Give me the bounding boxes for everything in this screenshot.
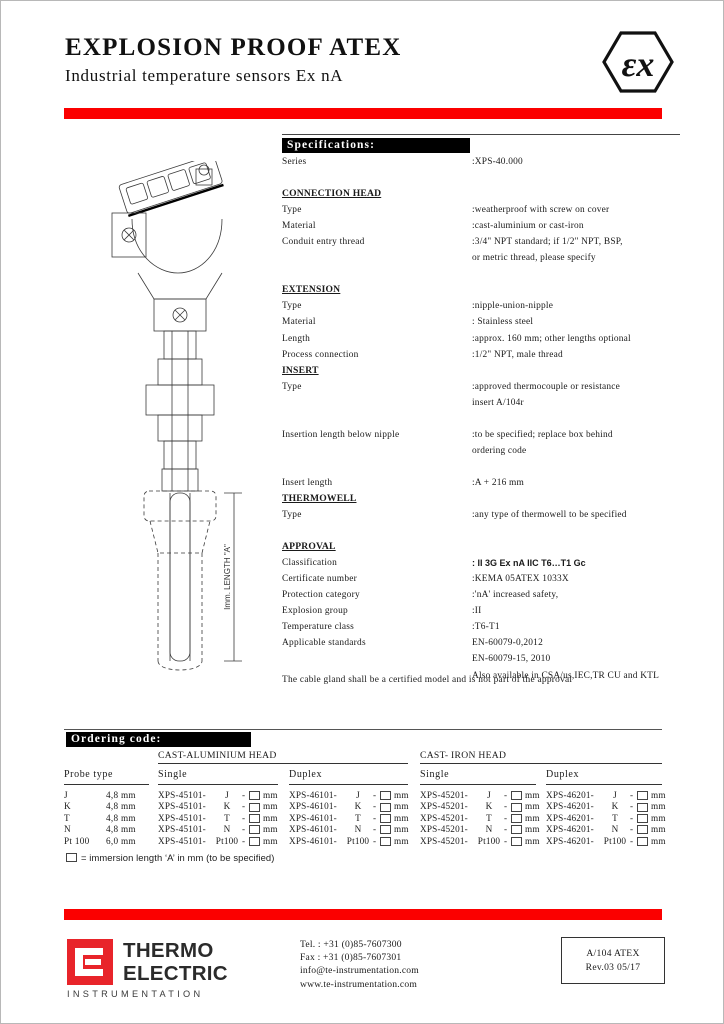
- spec-row: [282, 154, 682, 170]
- order-code-dash: -: [504, 835, 508, 846]
- spec-label: [282, 443, 472, 459]
- order-code-dash: -: [630, 824, 634, 835]
- spec-label: Explosion group: [282, 606, 348, 617]
- title-subtitle: Industrial temperature sensors Ex nA: [65, 65, 344, 85]
- logo-bar-bottom: [75, 969, 103, 976]
- order-code-type: K: [485, 801, 493, 812]
- document-code: A/104 ATEX: [586, 948, 640, 959]
- order-code-prefix: XPS-45101-: [158, 790, 206, 800]
- spec-label: Classification: [282, 558, 338, 569]
- header-red-bar: [64, 108, 662, 119]
- spec-row: [282, 603, 682, 619]
- probe-diameter: 4,8 mm: [106, 801, 136, 812]
- spec-value: :T6-T1: [472, 622, 500, 633]
- probe-type-header: Probe type: [64, 769, 114, 780]
- order-code-unit: mm: [525, 824, 540, 835]
- table-row: [546, 836, 669, 847]
- spec-row: [282, 475, 682, 491]
- table-row: [546, 824, 669, 835]
- spec-value: :1/2" NPT, male thread: [472, 349, 563, 360]
- spec-row: [282, 186, 682, 202]
- order-code-type: Pt100: [346, 835, 370, 846]
- spec-row: [282, 379, 682, 395]
- order-code-type: N: [485, 824, 493, 835]
- spec-row: [282, 539, 682, 555]
- spec-label: Material: [282, 221, 316, 232]
- spec-value: : Stainless steel: [472, 317, 534, 328]
- order-code-dash: -: [242, 790, 246, 800]
- order-code-prefix: XPS-46201-: [546, 824, 594, 835]
- svg-text:εx: εx: [621, 44, 655, 84]
- spec-label: Protection category: [282, 590, 360, 601]
- order-code-dash: -: [373, 835, 377, 846]
- immersion-length-note: [66, 852, 274, 863]
- probe-diameter: 6,0 mm: [106, 835, 136, 846]
- spec-label: [282, 395, 472, 411]
- order-code-dash: -: [504, 824, 508, 835]
- order-code-unit: mm: [525, 801, 540, 812]
- spec-value: :cast-aluminium or cast-iron: [472, 221, 584, 232]
- order-code-unit: mm: [394, 824, 409, 835]
- spec-row: [282, 250, 682, 266]
- order-code-unit: mm: [651, 835, 666, 846]
- order-code-type: Pt100: [603, 835, 627, 846]
- spec-row: [282, 587, 682, 603]
- col-header-al-duplex: Duplex: [289, 769, 323, 780]
- spec-row: [282, 218, 682, 234]
- immersion-length-box[interactable]: [249, 814, 260, 823]
- spec-row: [282, 555, 682, 571]
- contact-website[interactable]: www.te-instrumentation.com: [300, 978, 418, 990]
- order-code-type: Pt100: [215, 835, 239, 846]
- probe-type-rule: [64, 784, 149, 785]
- immersion-note-text: = immersion length ‘A’ in mm (to be specified): [81, 852, 275, 863]
- spec-label: Certificate number: [282, 574, 358, 585]
- spec-spacer: [282, 459, 682, 475]
- order-code-dash: -: [504, 812, 508, 823]
- spec-value: :A + 216 mm: [472, 477, 525, 488]
- probe-type: Pt 100: [64, 835, 90, 846]
- order-code-dash: -: [242, 835, 246, 846]
- thermo-electric-logo-mark: [67, 939, 113, 985]
- spec-row: [282, 635, 682, 651]
- table-row: [64, 813, 162, 824]
- order-code-prefix: XPS-45101-: [158, 812, 206, 823]
- spec-value: :weatherproof with screw on cover: [472, 205, 610, 216]
- document-revision-box: [561, 937, 665, 984]
- spec-row: [282, 651, 682, 667]
- col-header-fe-single: Single: [420, 769, 450, 780]
- order-code-unit: mm: [651, 801, 666, 812]
- title-main: EXPLOSION PROOF ATEX: [65, 34, 402, 61]
- order-code-dash: -: [630, 790, 634, 800]
- order-code-unit: mm: [525, 812, 540, 823]
- spec-row: [282, 282, 682, 298]
- order-code-dash: -: [373, 824, 377, 835]
- group-rule-aluminium: [158, 763, 408, 764]
- spec-row: [282, 234, 682, 250]
- order-code-dash: -: [373, 790, 377, 800]
- order-code-type: J: [225, 790, 229, 800]
- order-code-type: J: [356, 790, 360, 800]
- order-code-dash: -: [504, 790, 508, 800]
- immersion-length-box[interactable]: [380, 791, 391, 800]
- order-code-dash: -: [242, 824, 246, 835]
- page-title: [65, 34, 402, 85]
- table-row: [420, 824, 543, 835]
- spec-value: :approx. 160 mm; other lengths optional: [472, 333, 631, 344]
- order-code-unit: mm: [394, 812, 409, 823]
- order-code-unit: mm: [263, 835, 278, 846]
- logo-bar-middle: [85, 959, 101, 965]
- spec-value: ordering code: [472, 445, 527, 456]
- spec-value: :to be specified; replace box behind: [472, 429, 613, 440]
- order-code-dash: -: [242, 801, 246, 812]
- spec-row: [282, 314, 682, 330]
- order-code-unit: mm: [525, 835, 540, 846]
- spec-row: [282, 298, 682, 314]
- order-code-dash: -: [630, 835, 634, 846]
- order-code-type: T: [355, 812, 361, 823]
- spec-label: Insert length: [282, 477, 333, 488]
- probe-diameter: 4,8 mm: [106, 790, 136, 800]
- logo-text-instrumentation: INSTRUMENTATION: [67, 989, 204, 999]
- spec-row: [282, 331, 682, 347]
- order-codes-iron-duplex: [546, 790, 669, 847]
- table-row: [289, 801, 412, 812]
- order-code-prefix: XPS-45201-: [420, 790, 468, 800]
- ordering-heading-label: Ordering code:: [71, 733, 162, 745]
- immersion-length-box[interactable]: [511, 814, 522, 823]
- ordering-top-rule: [64, 729, 662, 730]
- probe-type: J: [64, 790, 68, 800]
- table-row: [158, 790, 281, 801]
- immersion-box-icon: [66, 853, 77, 862]
- spec-label: Material: [282, 317, 316, 328]
- table-row: [546, 813, 669, 824]
- order-code-prefix: XPS-45201-: [420, 824, 468, 835]
- order-code-type: N: [354, 824, 362, 835]
- spec-label: Type: [282, 301, 302, 312]
- order-code-unit: mm: [651, 824, 666, 835]
- immersion-length-box[interactable]: [380, 825, 391, 834]
- spec-label: Temperature class: [282, 622, 355, 633]
- table-row: [158, 813, 281, 824]
- spec-value: :II: [472, 606, 482, 617]
- spec-section-extension: EXTENSION: [282, 284, 341, 296]
- footer-red-bar: [64, 909, 662, 920]
- atex-ex-logo: [601, 30, 675, 94]
- table-row: [64, 790, 162, 801]
- spec-row: [282, 571, 682, 587]
- spec-row: [282, 619, 682, 635]
- contact-email[interactable]: info@te-instrumentation.com: [300, 965, 419, 977]
- immersion-length-box[interactable]: [511, 825, 522, 834]
- order-code-unit: mm: [263, 812, 278, 823]
- order-code-type: N: [611, 824, 619, 835]
- immersion-length-box[interactable]: [249, 837, 260, 846]
- probe-type: T: [64, 812, 70, 823]
- spec-section-approval: APPROVAL: [282, 541, 336, 553]
- table-row: [289, 836, 412, 847]
- spec-value: EN-60079-15, 2010: [472, 654, 551, 665]
- order-code-dash: -: [630, 812, 634, 823]
- contact-fax: Fax : +31 (0)85-7607301: [300, 952, 402, 964]
- order-code-prefix: XPS-46201-: [546, 835, 594, 846]
- spec-section-connection-head: CONNECTION HEAD: [282, 188, 382, 200]
- spec-row: [282, 491, 682, 507]
- order-code-prefix: XPS-46201-: [546, 801, 594, 812]
- document-revision: Rev.03 05/17: [585, 961, 641, 973]
- order-code-prefix: XPS-46101-: [289, 790, 337, 800]
- probe-type: K: [64, 801, 71, 812]
- order-code-unit: mm: [263, 824, 278, 835]
- order-code-prefix: XPS-46101-: [289, 835, 337, 846]
- spec-value-classification: : II 3G Ex nA IIC T6…T1 Gc: [472, 558, 586, 569]
- spec-value: insert A/104r: [472, 397, 524, 408]
- immersion-length-box[interactable]: [637, 791, 648, 800]
- contact-tel: Tel. : +31 (0)85-7607300: [300, 939, 402, 950]
- order-code-type: K: [223, 801, 231, 812]
- logo-text-thermo: THERMO: [123, 939, 214, 962]
- order-code-unit: mm: [394, 790, 409, 800]
- order-code-prefix: XPS-46101-: [289, 801, 337, 812]
- spec-value: EN-60079-0,2012: [472, 638, 543, 649]
- immersion-length-box[interactable]: [249, 791, 260, 800]
- spec-row: [282, 363, 682, 379]
- table-row: [420, 836, 543, 847]
- spec-value: :KEMA 05ATEX 1033X: [472, 574, 569, 585]
- spec-spacer: [282, 170, 682, 186]
- spec-section-thermowell: THERMOWELL: [282, 492, 357, 504]
- immersion-length-box[interactable]: [511, 803, 522, 812]
- spec-value: :3/4" NPT standard; if 1/2" NPT, BSP,: [472, 237, 623, 248]
- order-code-prefix: XPS-45201-: [420, 835, 468, 846]
- col-header-fe-duplex: Duplex: [546, 769, 580, 780]
- spec-label: Process connection: [282, 349, 359, 360]
- order-code-type: J: [487, 790, 491, 800]
- specifications-heading-label: Specifications:: [287, 139, 376, 151]
- immersion-length-box[interactable]: [511, 791, 522, 800]
- specifications-top-rule: [282, 134, 680, 135]
- immersion-length-box[interactable]: [380, 814, 391, 823]
- spec-value: :XPS-40.000: [472, 157, 523, 167]
- col-rule-al-duplex: [289, 784, 408, 785]
- table-row: [420, 790, 543, 801]
- probe-diameter: 4,8 mm: [106, 812, 136, 823]
- svg-text:Imm. LENGTH "A": Imm. LENGTH "A": [223, 544, 232, 610]
- table-row: [546, 801, 669, 812]
- table-row: [289, 813, 412, 824]
- col-rule-fe-single: [420, 784, 536, 785]
- spec-value: :nipple-union-nipple: [472, 301, 554, 312]
- immersion-length-box[interactable]: [637, 837, 648, 846]
- order-code-type: T: [612, 812, 618, 823]
- spec-value: or metric thread, please specify: [472, 253, 596, 264]
- specifications-table: [282, 154, 682, 684]
- order-code-unit: mm: [651, 790, 666, 800]
- spec-row: [282, 395, 682, 411]
- table-row: [64, 824, 162, 835]
- spec-value: :approved thermocouple or resistance: [472, 381, 621, 392]
- spec-label: Insertion length below nipple: [282, 429, 400, 440]
- col-rule-fe-duplex: [546, 784, 662, 785]
- col-header-al-single: Single: [158, 769, 188, 780]
- order-code-type: T: [224, 812, 230, 823]
- order-code-unit: mm: [394, 801, 409, 812]
- order-code-prefix: XPS-46201-: [546, 790, 594, 800]
- spec-spacer: [282, 411, 682, 427]
- spec-value: Also available in CSA/us,IEC,TR CU and KTL: [472, 670, 660, 681]
- table-row: [289, 824, 412, 835]
- spec-value: :'nA' increased safety,: [472, 590, 559, 601]
- immersion-length-box[interactable]: [249, 803, 260, 812]
- order-code-unit: mm: [651, 812, 666, 823]
- order-code-type: K: [611, 801, 619, 812]
- order-code-type: Pt100: [477, 835, 501, 846]
- group-label-cast-aluminium: CAST-ALUMINIUM HEAD: [158, 750, 277, 761]
- contact-block: [300, 938, 419, 991]
- spec-row: [282, 427, 682, 443]
- order-code-prefix: XPS-45101-: [158, 824, 206, 835]
- order-codes-aluminium-single: [158, 790, 281, 847]
- immersion-length-box[interactable]: [380, 837, 391, 846]
- spec-row: [282, 347, 682, 363]
- table-row: [64, 801, 162, 812]
- order-code-dash: -: [630, 801, 634, 812]
- probe-diameter: 4,8 mm: [106, 824, 136, 835]
- logo-bar-top: [75, 948, 103, 955]
- logo-text-electric: ELECTRIC: [123, 962, 228, 985]
- order-code-prefix: XPS-46201-: [546, 812, 594, 823]
- order-code-dash: -: [242, 812, 246, 823]
- table-row: [420, 813, 543, 824]
- table-row: [158, 836, 281, 847]
- order-code-type: N: [223, 824, 231, 835]
- spec-label: Length: [282, 333, 311, 344]
- spec-row: [282, 507, 682, 523]
- spec-spacer: [282, 523, 682, 539]
- spec-label: Series: [282, 157, 307, 167]
- spec-label: Type: [282, 381, 302, 392]
- spec-row: [282, 443, 682, 459]
- probe-type: N: [64, 824, 71, 835]
- order-code-prefix: XPS-45201-: [420, 812, 468, 823]
- order-code-unit: mm: [263, 790, 278, 800]
- spec-label: Conduit entry thread: [282, 237, 365, 248]
- immersion-length-box[interactable]: [249, 825, 260, 834]
- order-code-unit: mm: [394, 835, 409, 846]
- table-row: [546, 790, 669, 801]
- spec-row: [282, 202, 682, 218]
- order-code-prefix: XPS-45201-: [420, 801, 468, 812]
- spec-spacer: [282, 266, 682, 282]
- immersion-length-box[interactable]: [637, 814, 648, 823]
- group-rule-iron: [420, 763, 662, 764]
- spec-value: :any type of thermowell to be specified: [472, 510, 627, 521]
- immersion-length-box[interactable]: [637, 825, 648, 834]
- order-code-prefix: XPS-46101-: [289, 824, 337, 835]
- order-code-prefix: XPS-46101-: [289, 812, 337, 823]
- immersion-length-box[interactable]: [637, 803, 648, 812]
- order-code-unit: mm: [263, 801, 278, 812]
- col-rule-al-single: [158, 784, 278, 785]
- spec-section-insert: INSERT: [282, 364, 319, 376]
- table-row: [158, 824, 281, 835]
- cable-gland-note: The cable gland shall be a certified model and is not part of the approval: [282, 675, 573, 685]
- table-row: [64, 836, 162, 847]
- group-label-cast-iron: CAST- IRON HEAD: [420, 750, 507, 761]
- specifications-heading: [282, 138, 470, 153]
- order-code-type: T: [486, 812, 492, 823]
- spec-label: Type: [282, 510, 302, 521]
- order-code-dash: -: [373, 801, 377, 812]
- order-code-type: K: [354, 801, 362, 812]
- table-row: [158, 801, 281, 812]
- spec-label: [282, 250, 472, 266]
- ordering-heading: [66, 732, 251, 747]
- spec-label: Applicable standards: [282, 638, 366, 649]
- order-codes-iron-single: [420, 790, 543, 847]
- order-code-prefix: XPS-45101-: [158, 835, 206, 846]
- order-codes-aluminium-duplex: [289, 790, 412, 847]
- order-code-dash: -: [504, 801, 508, 812]
- spec-label: [282, 651, 472, 667]
- table-row: [420, 801, 543, 812]
- spec-label: Type: [282, 205, 302, 216]
- immersion-length-box[interactable]: [511, 837, 522, 846]
- order-code-dash: -: [373, 812, 377, 823]
- probe-type-list: [64, 790, 162, 847]
- order-code-prefix: XPS-45101-: [158, 801, 206, 812]
- sensor-technical-drawing: [96, 161, 256, 681]
- order-code-type: J: [613, 790, 617, 800]
- table-row: [289, 790, 412, 801]
- immersion-length-box[interactable]: [380, 803, 391, 812]
- order-code-unit: mm: [525, 790, 540, 800]
